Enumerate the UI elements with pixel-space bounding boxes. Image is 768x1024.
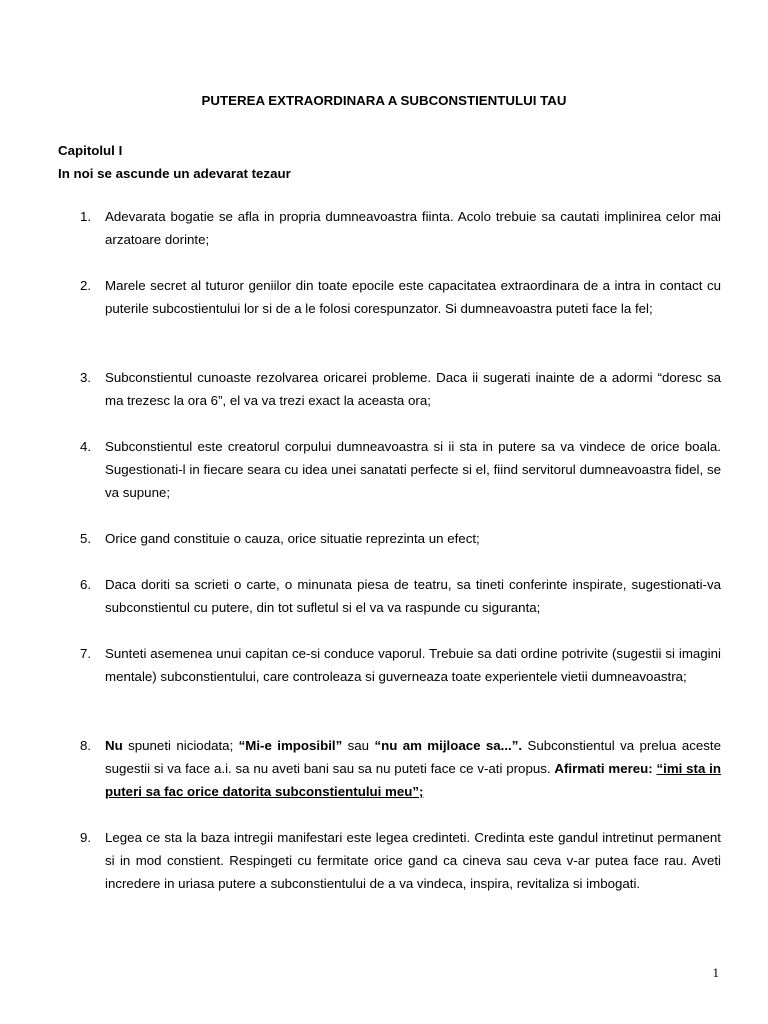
text-segment: “nu am mijloace sa...”. (374, 738, 523, 753)
list-item-text: Sunteti asemenea unui capitan ce-si conduce vaporul. Trebuie sa dati ordine potrivite (sugestii si imagini mentale) subconstientului, care controleaza si guverneaza toate experientele vietii dumneavoastra; (105, 646, 721, 684)
chapter-label: Capitolul I (58, 143, 123, 158)
text-segment: “Mi-e imposibil” (238, 738, 343, 753)
list-item-text: Marele secret al tuturor geniilor din toate epocile este capacitatea extraordinara de a intra in contact cu puterile subcostientului lor si de a le folosi corespunzator. Si dumneavoastra puteti face la fel; (105, 278, 721, 316)
list-item-text: Subconstientul este creatorul corpului dumneavoastra si ii sta in putere sa va vindece de orice boala. Sugestionati-l in fiecare seara cu idea unei sanatati perfecte si el, fiind servitorul dumneavoastra fidel, se va supune; (105, 439, 721, 500)
list-item-text: Legea ce sta la baza intregii manifestari este legea credinteti. Credinta este gandul intretinut permanent si in mod constient. Respingeti cu fermitate orice gand ca cineva sau ceva v-ar putea face rau. Aveti incredere in uriasa putere a subconstientului de a va vindeca, inspira, revitaliza si imbogati. (105, 830, 721, 891)
text-segment: Subconstientul va prelua aceste sugestii si va face a.i. sa nu aveti bani sau sa nu puteti face ce v-ati propus. (105, 738, 721, 776)
list-item-text: Orice gand constituie o cauza, orice situatie reprezinta un efect; (105, 531, 480, 546)
list-item-text: Adevarata bogatie se afla in propria dumneavoastra fiinta. Acolo trebuie sa cautati implinirea celor mai arzatoare dorinte; (105, 209, 721, 247)
list-item-text: Subconstientul cunoaste rezolvarea oricarei probleme. Daca ii sugerati inainte de a adormi “doresc sa ma trezesc la ora 6”, el va va trezi exact la aceasta ora; (105, 370, 721, 408)
chapter-subtitle: In noi se ascunde un adevarat tezaur (58, 166, 291, 181)
list-item-text (105, 734, 721, 803)
list-item-number: 2. (80, 278, 92, 293)
text-segment: Afirmati mereu: (554, 761, 653, 776)
list-item-text: Daca doriti sa scrieti o carte, o minunata piesa de teatru, sa tineti conferinte inspirate, sugestionati-va subconstientul cu putere, din tot sufletul si el va va raspunde cu siguranta; (105, 577, 721, 615)
list-item-number: 9. (80, 830, 92, 845)
list-item-number: 3. (80, 370, 92, 385)
list-item-number: 6. (80, 577, 92, 592)
list-item-number: 5. (80, 531, 92, 546)
document-title: PUTEREA EXTRAORDINARA A SUBCONSTIENTULUI TAU (201, 93, 567, 108)
list-item-number: 8. (80, 738, 92, 753)
page-number: 1 (712, 965, 719, 980)
emphasized-affirmation: “imi sta in puteri sa fac orice datorita subconstientului meu”; (105, 761, 721, 799)
text-segment: sau (342, 738, 375, 753)
list-item-number: 1. (80, 209, 92, 224)
chapter-heading (58, 139, 291, 185)
list-item-number: 7. (80, 646, 92, 661)
text-segment: spuneti niciodata; (122, 738, 239, 753)
list-item-number: 4. (80, 439, 92, 454)
text-segment: Nu (105, 738, 123, 753)
